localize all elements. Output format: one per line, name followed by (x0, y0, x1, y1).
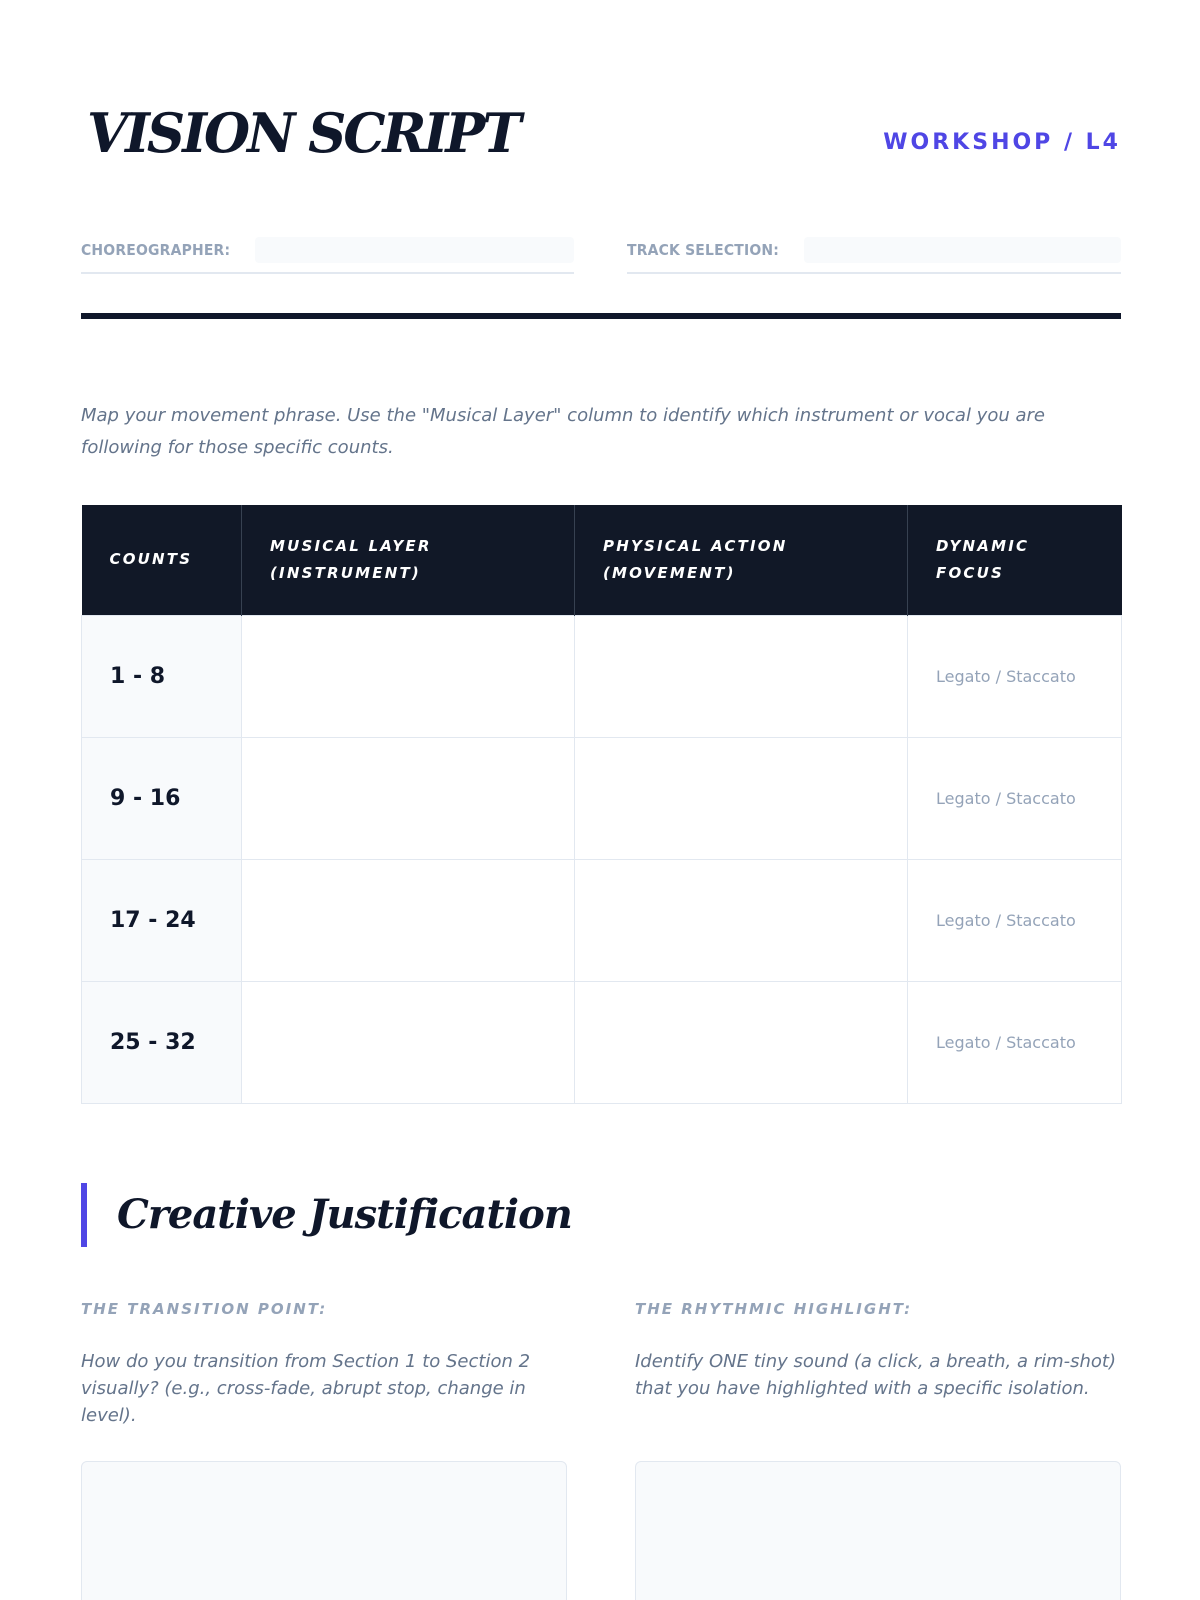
musical-layer-cell[interactable] (242, 981, 575, 1103)
choreographer-field-row (81, 228, 574, 274)
workshop-tag: WORKSHOP / L4 (883, 130, 1121, 155)
counts-cell: 1 - 8 (82, 615, 242, 737)
header-counts: COUNTS (82, 505, 242, 615)
section-accent-bar (81, 1183, 87, 1247)
table-row (82, 981, 1122, 1103)
header-dynamic-focus: DYNAMIC FOCUS (908, 505, 1122, 615)
section-title: Creative Justification (117, 1191, 572, 1238)
transition-point-block (81, 1300, 567, 1429)
dynamic-focus-cell[interactable]: Legato / Staccato (908, 981, 1122, 1103)
physical-action-cell[interactable] (575, 737, 908, 859)
instructions-text: Map your movement phrase. Use the "Musical Layer" column to identify which instrument or vocal you are following for those specific counts. (81, 405, 1045, 458)
header-musical-layer: MUSICAL LAYER (INSTRUMENT) (242, 505, 575, 615)
page-title: VISION SCRIPT (87, 101, 519, 165)
transition-point-answer[interactable] (81, 1461, 567, 1600)
choreographer-label: CHOREOGRAPHER: (81, 241, 231, 259)
physical-action-cell[interactable] (575, 981, 908, 1103)
dynamic-focus-cell[interactable]: Legato / Staccato (908, 859, 1122, 981)
musical-layer-cell[interactable] (242, 737, 575, 859)
dynamic-focus-cell[interactable]: Legato / Staccato (908, 615, 1122, 737)
dynamic-focus-cell[interactable]: Legato / Staccato (908, 737, 1122, 859)
musical-layer-cell[interactable] (242, 615, 575, 737)
table-header-row (82, 505, 1122, 615)
track-selection-field-row (627, 228, 1121, 274)
table-row (82, 859, 1122, 981)
track-selection-label: TRACK SELECTION: (627, 241, 779, 259)
section-divider (81, 313, 1121, 319)
counts-cell: 25 - 32 (82, 981, 242, 1103)
rhythmic-highlight-answer[interactable] (635, 1461, 1121, 1600)
counts-cell: 9 - 16 (82, 737, 242, 859)
choreographer-input[interactable] (255, 237, 574, 263)
rhythmic-highlight-label: THE RHYTHMIC HIGHLIGHT: (635, 1300, 913, 1318)
rhythmic-highlight-prompt: Identify ONE tiny sound (a click, a breath, a rim-shot) that you have highlighted with a specific isolation. (635, 1351, 1116, 1399)
counts-cell: 17 - 24 (82, 859, 242, 981)
physical-action-cell[interactable] (575, 615, 908, 737)
transition-point-prompt: How do you transition from Section 1 to Section 2 visually? (e.g., cross-fade, abrupt stop, change in level). (81, 1351, 531, 1426)
musical-layer-cell[interactable] (242, 859, 575, 981)
movement-table (81, 505, 1122, 1104)
table-row (82, 737, 1122, 859)
physical-action-cell[interactable] (575, 859, 908, 981)
track-selection-input[interactable] (804, 237, 1121, 263)
worksheet-page (81, 0, 1121, 1600)
transition-point-label: THE TRANSITION POINT: (81, 1300, 328, 1318)
rhythmic-highlight-block (635, 1300, 1121, 1402)
header-physical-action: PHYSICAL ACTION (MOVEMENT) (575, 505, 908, 615)
table-row (82, 615, 1122, 737)
